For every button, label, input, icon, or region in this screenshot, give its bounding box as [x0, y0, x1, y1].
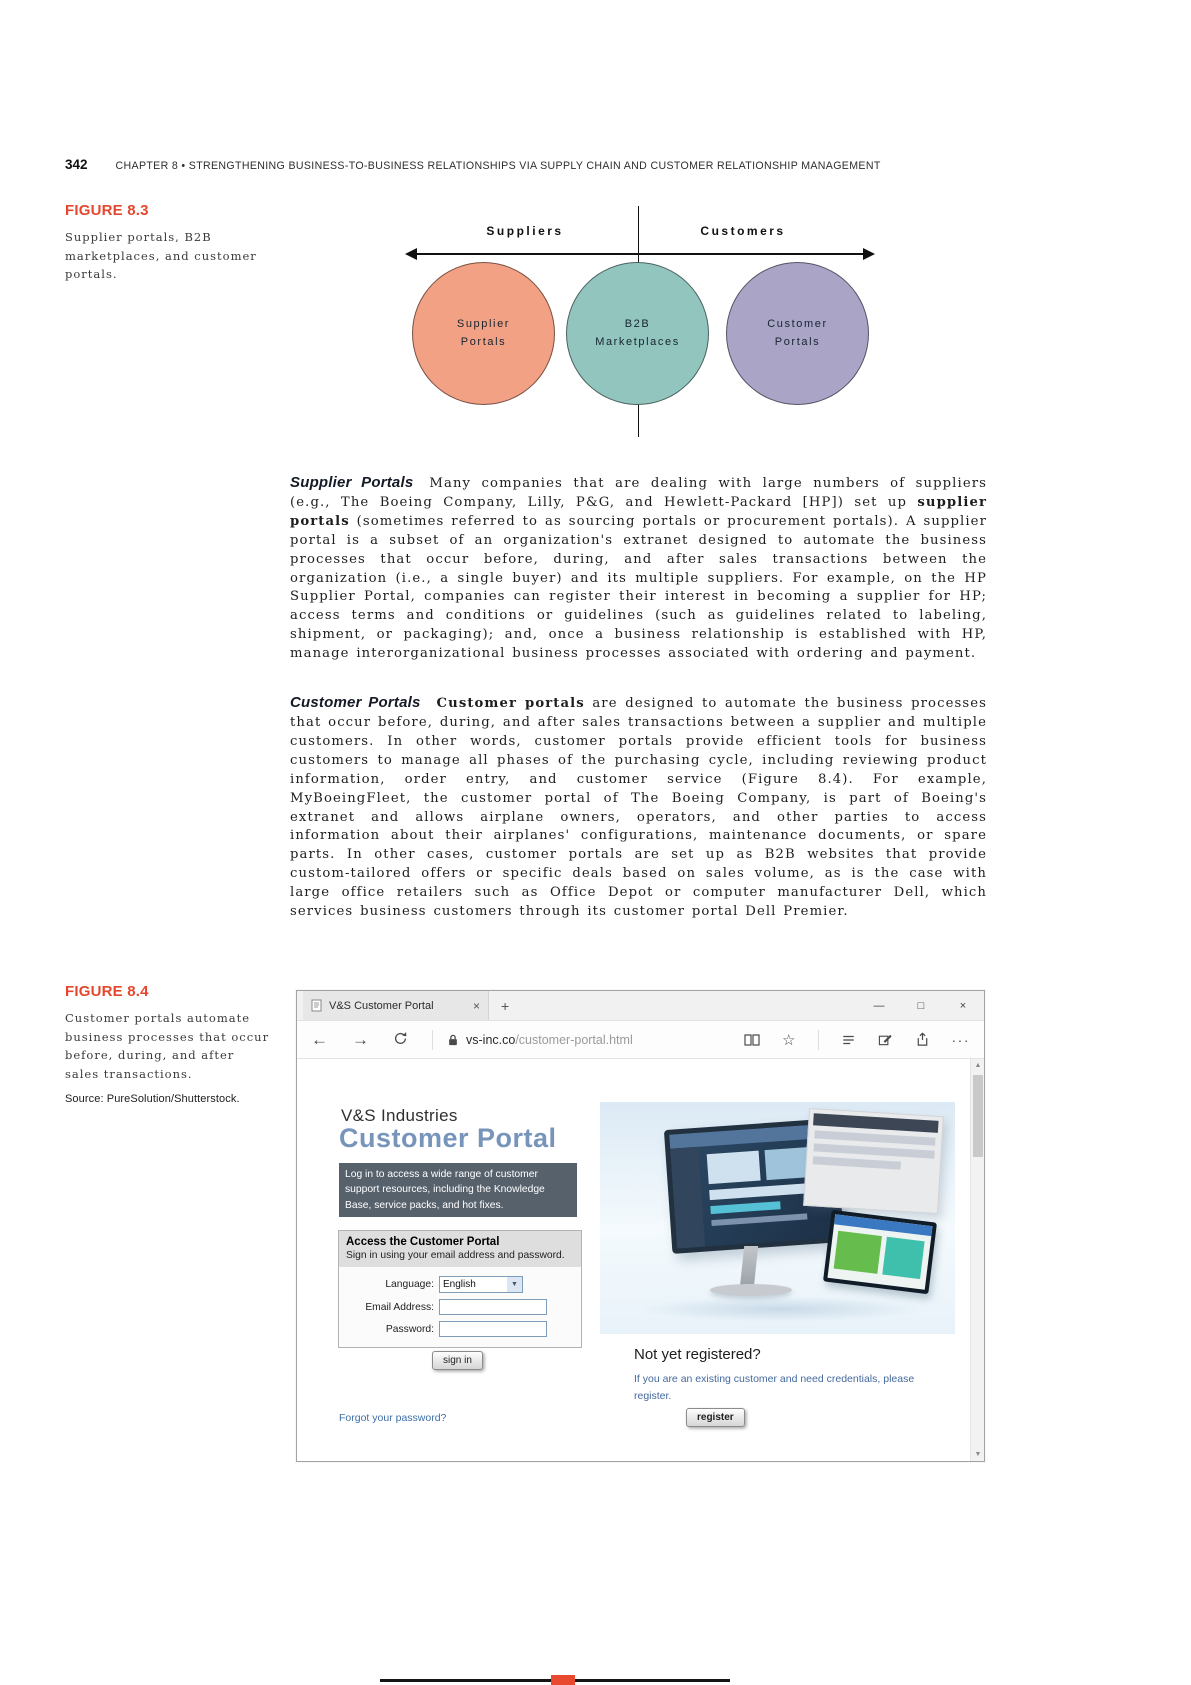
lock-icon [447, 1033, 459, 1047]
password-label: Password: [385, 1323, 434, 1335]
access-panel-subtitle: Sign in using your email address and password. [346, 1250, 565, 1261]
supplier-portals-paragraph [290, 474, 987, 664]
share-icon[interactable] [915, 1032, 930, 1047]
forward-button[interactable]: → [352, 1030, 369, 1049]
hero-monitor-stand [740, 1246, 758, 1288]
figure-8-3-caption-text: Supplier portals, B2B marketplaces, and customer portals. [65, 230, 257, 282]
hub-icon[interactable] [841, 1033, 856, 1047]
language-row [346, 1276, 574, 1293]
email-label: Email Address: [365, 1301, 434, 1313]
more-options-icon[interactable]: ··· [951, 1031, 970, 1048]
page-number: 342 [65, 157, 88, 172]
back-button[interactable]: ← [311, 1030, 328, 1049]
suppliers-axis-label: Suppliers [486, 224, 564, 238]
language-selected-value: English [443, 1279, 476, 1290]
browser-viewport [297, 1059, 984, 1461]
forgot-password-link[interactable]: Forgot your password? [339, 1412, 447, 1424]
browser-tab-bar [297, 991, 984, 1021]
hero-reflection [638, 1296, 923, 1322]
arrow-left-icon [405, 248, 417, 260]
hero-tablet-screen [823, 1210, 937, 1294]
email-row [346, 1299, 574, 1315]
browser-tab[interactable] [303, 991, 489, 1020]
close-button[interactable]: × [959, 1000, 967, 1012]
password-row [346, 1321, 574, 1337]
b2b-marketplaces-circle: B2B Marketplaces [566, 262, 709, 405]
new-tab-button[interactable]: + [501, 998, 510, 1014]
page-header [65, 156, 1125, 174]
email-field[interactable] [439, 1299, 547, 1315]
favorite-star-icon[interactable]: ☆ [782, 1031, 796, 1049]
portal-page-title: Customer Portal [339, 1123, 557, 1153]
hero-monitor-base [710, 1284, 792, 1296]
arrow-right-icon [863, 248, 875, 260]
sign-in-button[interactable]: sign in [432, 1351, 483, 1370]
hero-back-monitor [803, 1108, 944, 1214]
supplier-portals-heading: Supplier Portals [290, 474, 414, 491]
scroll-up-icon[interactable]: ▲ [974, 1062, 982, 1069]
supplier-portals-body: Many companies that are dealing with large numbers of suppliers (e.g., The Boeing Company, Lilly, P&G, and Hewlett-Packard [HP]) set up supplier portals (sometimes referred to as sourcing portals or procurement portals). A supplier portal is a subset of an organization's extranet designed to automate the business processes that occur before, during, and after sales transactions between the organization (i.e., a single buyer) and its multiple suppliers. For example, on the HP Supplier Portal, companies can register their interest in becoming a supplier for HP; access terms and conditions or guidelines (such as guidelines related to labeling, shipment, or packaging); and, once a business relationship is established with HP, manage interorganizational business processes associated with ordering and payment. [290, 476, 987, 662]
portal-company-name: V&S Industries [341, 1106, 458, 1125]
language-select[interactable] [439, 1276, 523, 1293]
url-domain: vs-inc.co [466, 1032, 516, 1047]
access-panel [338, 1230, 582, 1348]
customer-portals-paragraph [290, 694, 987, 922]
language-label: Language: [385, 1279, 434, 1290]
page-icon [311, 999, 322, 1012]
customer-portals-body: Customer portals are designed to automate the business processes that occur before, during, and after sales transactions between a supplier and multiple customers. In other words, customer portals provide efficient tools for business customers to manage all phases of the purchasing cycle, including reviewing product information, order entry, and customer service (Figure 8.4). For example, MyBoeingFleet, the customer portal of The Boeing Company, is part of Boeing's extranet and allows airplane owners, operators, and other parties to access information about their airplanes' configurations, maintenance documents, or spare parts. In other cases, customer portals are set up as B2B websites that provide custom-tailored offers or specific deals based on sales volume, as is the case with large office retailers such as Office Depot or computer manufacturer Dell, which services business customers through its customer portal Dell Premier. [290, 696, 987, 920]
scroll-down-icon[interactable]: ▼ [974, 1451, 982, 1458]
customers-axis-label: Customers [700, 224, 786, 238]
address-bar[interactable] [447, 1033, 633, 1047]
page-bottom-mark [551, 1675, 575, 1685]
customer-portals-heading: Customer Portals [290, 694, 421, 712]
figure-8-3-caption [65, 202, 261, 284]
browser-window [296, 990, 985, 1462]
scrollbar-thumb[interactable] [973, 1075, 983, 1157]
figure-8-4-label: FIGURE 8.4 [65, 983, 149, 1000]
portal-hero-image [600, 1102, 955, 1334]
minimize-button[interactable]: — [873, 1000, 885, 1012]
portal-intro-text: Log in to access a wide range of customer support resources, including the Knowledge Base, service packs, and hot fixes. [339, 1163, 577, 1217]
register-heading: Not yet registered? [634, 1346, 761, 1363]
scrollbar[interactable] [970, 1059, 984, 1461]
toolbar-separator-2 [818, 1030, 819, 1050]
register-text: If you are an existing customer and need credentials, please register. [634, 1373, 915, 1402]
web-note-pen-icon[interactable] [878, 1032, 893, 1047]
access-panel-header [339, 1231, 581, 1267]
figure-8-3-label: FIGURE 8.3 [65, 202, 149, 219]
browser-toolbar [297, 1021, 984, 1059]
login-form [339, 1267, 581, 1347]
window-controls [858, 991, 984, 1021]
chevron-down-icon[interactable]: ▼ [507, 1277, 522, 1292]
toolbar-separator [432, 1030, 433, 1050]
tab-close-icon[interactable]: × [472, 998, 480, 1013]
refresh-icon[interactable] [393, 1031, 408, 1049]
body-text-column [290, 474, 987, 922]
register-button[interactable]: register [686, 1408, 745, 1427]
figure-8-4-caption [65, 983, 271, 1105]
tab-title: V&S Customer Portal [329, 999, 434, 1012]
password-field[interactable] [439, 1321, 547, 1337]
supplier-portals-circle: Supplier Portals [412, 262, 555, 405]
access-panel-title: Access the Customer Portal [346, 1236, 500, 1248]
reading-view-icon[interactable] [744, 1033, 760, 1047]
figure-8-4-source: Source: PureSolution/Shutterstock. [65, 1092, 240, 1105]
figure-8-3-diagram [400, 198, 880, 444]
maximize-button[interactable]: □ [917, 1000, 925, 1012]
url-path: /customer-portal.html [515, 1032, 633, 1047]
diagram-axis-line [416, 253, 864, 255]
customer-portals-circle: Customer Portals [726, 262, 869, 405]
figure-8-4-caption-text: Customer portals automate business processes that occur before, during, and after sales transactions. [65, 1011, 270, 1081]
chapter-title: CHAPTER 8 • STRENGTHENING BUSINESS-TO-BUSINESS RELATIONSHIPS VIA SUPPLY CHAIN AND CUSTOMER RELATIONSHIP MANAGEMENT [115, 160, 881, 172]
